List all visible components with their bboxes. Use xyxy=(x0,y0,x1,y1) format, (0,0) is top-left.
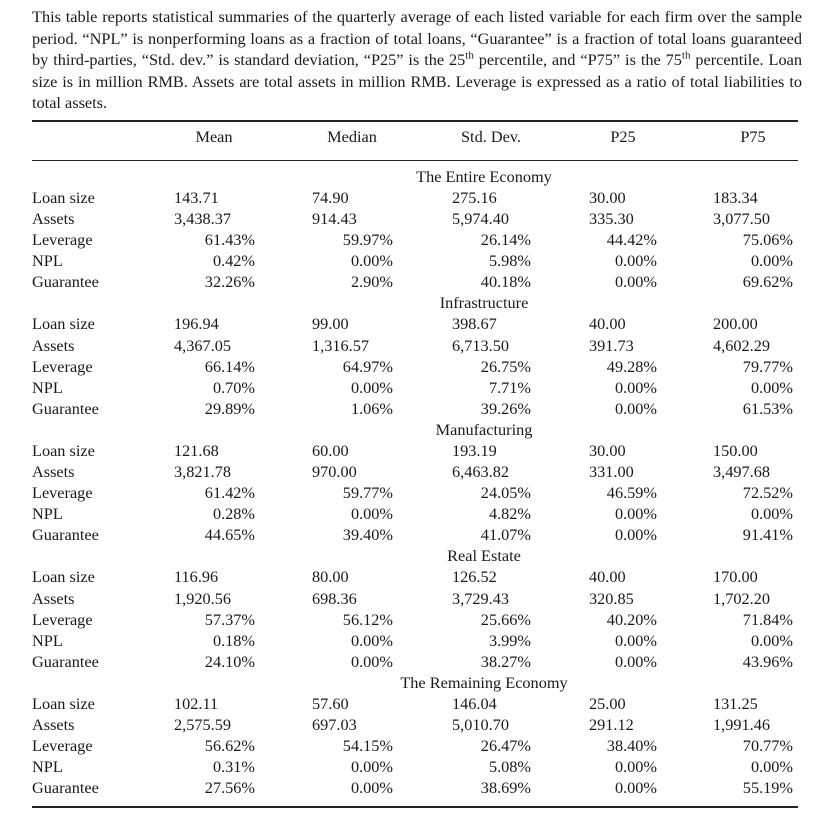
cell-mean: 61.42% xyxy=(204,483,255,503)
row-label: Assets xyxy=(32,588,75,608)
cell-p75: 3,077.50 xyxy=(713,209,770,229)
cell-std-dev: 4.82% xyxy=(488,504,531,524)
row-label: Assets xyxy=(32,209,75,229)
cell-p75: 0.00% xyxy=(750,504,793,524)
cell-median: 54.15% xyxy=(342,736,393,756)
table-row xyxy=(0,694,831,715)
cell-p75: 183.34 xyxy=(713,188,758,207)
cell-p25: 49.28% xyxy=(606,356,657,376)
caption-text-3: percentile. Loan size is in million RMB. Assets are total assets in million RMB. Leverage is expressed as a ratio of total liabilities to total assets. xyxy=(32,50,802,112)
table-row xyxy=(0,778,831,799)
cell-mean: 102.11 xyxy=(174,693,219,713)
section-title-row xyxy=(0,673,831,694)
cell-std-dev: 5,010.70 xyxy=(452,714,509,734)
cell-p25: 291.12 xyxy=(589,714,634,734)
section-title: The Remaining Economy xyxy=(400,672,568,692)
cell-mean: 4,367.05 xyxy=(174,335,231,355)
cell-p75: 79.77% xyxy=(742,356,793,376)
cell-p25: 0.00% xyxy=(614,398,657,418)
cell-mean: 2,575.59 xyxy=(174,714,231,734)
table-row xyxy=(0,715,831,736)
row-label: NPL xyxy=(32,757,63,777)
cell-mean: 57.37% xyxy=(204,609,255,629)
cell-mean: 0.70% xyxy=(212,377,255,397)
cell-std-dev: 41.07% xyxy=(480,525,531,545)
cell-p75: 0.00% xyxy=(750,757,793,777)
cell-p75: 4,602.29 xyxy=(713,335,770,355)
table-row xyxy=(0,230,831,251)
caption-text-1: This table reports statistical summaries of the quarterly average of each listed variable for each firm over the sample period. “NPL” is nonperforming loans as a fraction of total loans, “Guarantee” is a fraction of total loans guaranteed by third-parties, “Std. dev.” is standard deviation, “P25” is the 25 xyxy=(32,7,802,69)
cell-mean: 3,438.37 xyxy=(174,209,231,229)
column-header-median: Median xyxy=(327,127,377,146)
cell-p25: 25.00 xyxy=(589,693,626,713)
table-row xyxy=(0,736,831,757)
row-label: Assets xyxy=(32,714,75,734)
table-row xyxy=(0,567,831,588)
row-label: NPL xyxy=(32,630,63,650)
cell-p25: 391.73 xyxy=(589,335,634,355)
cell-p25: 30.00 xyxy=(589,440,626,460)
cell-median: 2.90% xyxy=(350,272,393,292)
column-header-p25: P25 xyxy=(610,127,636,146)
row-label: Guarantee xyxy=(32,651,99,671)
table-row xyxy=(0,589,831,610)
cell-median: 64.97% xyxy=(342,356,393,376)
cell-median: 39.40% xyxy=(342,525,393,545)
cell-p25: 0.00% xyxy=(614,272,657,292)
cell-std-dev: 126.52 xyxy=(452,567,497,587)
cell-mean: 116.96 xyxy=(174,567,219,587)
cell-std-dev: 193.19 xyxy=(452,440,497,460)
row-label: Guarantee xyxy=(32,778,99,798)
row-label: Leverage xyxy=(32,483,93,503)
cell-std-dev: 6,463.82 xyxy=(452,462,509,482)
table-row xyxy=(0,652,831,673)
cell-p25: 40.20% xyxy=(606,609,657,629)
cell-std-dev: 146.04 xyxy=(452,693,497,713)
cell-std-dev: 26.14% xyxy=(480,230,531,250)
row-label: Loan size xyxy=(32,440,95,460)
cell-p25: 46.59% xyxy=(606,483,657,503)
cell-median: 0.00% xyxy=(350,251,393,271)
cell-p75: 1,702.20 xyxy=(713,588,770,608)
cell-median: 0.00% xyxy=(350,630,393,650)
table-row xyxy=(0,399,831,420)
caption-superscript-2: th xyxy=(681,49,691,62)
table-row xyxy=(0,272,831,293)
table-row xyxy=(0,504,831,525)
row-label: NPL xyxy=(32,504,63,524)
cell-p25: 0.00% xyxy=(614,778,657,798)
cell-p75: 43.96% xyxy=(742,651,793,671)
cell-p25: 0.00% xyxy=(614,630,657,650)
table-row xyxy=(0,209,831,230)
section-title: Manufacturing xyxy=(435,419,533,439)
row-label: Assets xyxy=(32,462,75,482)
cell-p75: 1,991.46 xyxy=(713,714,770,734)
cell-std-dev: 3,729.43 xyxy=(452,588,509,608)
column-header-mean: Mean xyxy=(195,127,233,146)
cell-mean: 121.68 xyxy=(174,440,219,460)
cell-mean: 29.89% xyxy=(204,398,255,418)
column-header-p75: P75 xyxy=(740,127,766,146)
cell-std-dev: 5.98% xyxy=(488,251,531,271)
cell-std-dev: 25.66% xyxy=(480,609,531,629)
cell-mean: 1,920.56 xyxy=(174,588,231,608)
cell-mean: 56.62% xyxy=(204,736,255,756)
table-row xyxy=(0,188,831,209)
cell-p75: 72.52% xyxy=(742,483,793,503)
cell-std-dev: 26.75% xyxy=(480,356,531,376)
cell-median: 970.00 xyxy=(312,462,357,482)
caption-text-2: percentile, and “P75” is the 75 xyxy=(473,50,682,69)
row-label: Loan size xyxy=(32,188,95,207)
cell-p75: 91.41% xyxy=(742,525,793,545)
cell-median: 697.03 xyxy=(312,714,357,734)
table-row xyxy=(0,610,831,631)
cell-p75: 150.00 xyxy=(713,440,758,460)
cell-std-dev: 24.05% xyxy=(480,483,531,503)
cell-median: 99.00 xyxy=(312,314,349,334)
cell-median: 74.90 xyxy=(312,188,349,207)
table-row xyxy=(0,251,831,272)
cell-median: 56.12% xyxy=(342,609,393,629)
cell-p75: 75.06% xyxy=(742,230,793,250)
cell-median: 0.00% xyxy=(350,504,393,524)
cell-p25: 30.00 xyxy=(589,188,626,207)
table-row xyxy=(0,314,831,335)
cell-p75: 200.00 xyxy=(713,314,758,334)
cell-std-dev: 5,974.40 xyxy=(452,209,509,229)
section-title-row xyxy=(0,420,831,441)
table-row xyxy=(0,378,831,399)
cell-p25: 0.00% xyxy=(614,525,657,545)
cell-mean: 0.31% xyxy=(212,757,255,777)
cell-mean: 66.14% xyxy=(204,356,255,376)
cell-std-dev: 38.69% xyxy=(480,778,531,798)
cell-mean: 3,821.78 xyxy=(174,462,231,482)
cell-p25: 44.42% xyxy=(606,230,657,250)
cell-p25: 335.30 xyxy=(589,209,634,229)
cell-median: 698.36 xyxy=(312,588,357,608)
cell-median: 59.97% xyxy=(342,230,393,250)
cell-p75: 71.84% xyxy=(742,609,793,629)
cell-p75: 0.00% xyxy=(750,251,793,271)
row-label: Guarantee xyxy=(32,272,99,292)
section-title: The Entire Economy xyxy=(416,167,552,186)
row-label: Leverage xyxy=(32,230,93,250)
cell-mean: 0.18% xyxy=(212,630,255,650)
cell-p25: 0.00% xyxy=(614,757,657,777)
cell-p25: 40.00 xyxy=(589,567,626,587)
table-bottom-rule xyxy=(32,806,798,808)
table-caption xyxy=(32,6,802,114)
cell-median: 1.06% xyxy=(350,398,393,418)
section-title-row xyxy=(0,293,831,314)
row-label: Loan size xyxy=(32,693,95,713)
caption-superscript-1: th xyxy=(465,49,474,62)
cell-p25: 0.00% xyxy=(614,651,657,671)
cell-median: 0.00% xyxy=(350,377,393,397)
table-row xyxy=(0,631,831,652)
row-label: NPL xyxy=(32,377,63,397)
table-top-rule xyxy=(32,120,798,122)
cell-std-dev: 39.26% xyxy=(480,398,531,418)
cell-p25: 331.00 xyxy=(589,462,634,482)
table-row xyxy=(0,525,831,546)
cell-std-dev: 275.16 xyxy=(452,188,497,207)
cell-p25: 0.00% xyxy=(614,504,657,524)
section-title-row xyxy=(0,546,831,567)
table-row xyxy=(0,757,831,778)
cell-median: 914.43 xyxy=(312,209,357,229)
table-row xyxy=(0,357,831,378)
table-header-rule xyxy=(32,160,798,161)
cell-median: 0.00% xyxy=(350,778,393,798)
row-label: Guarantee xyxy=(32,525,99,545)
cell-p75: 3,497.68 xyxy=(713,462,770,482)
row-label: Loan size xyxy=(32,314,95,334)
column-header-std-dev: Std. Dev. xyxy=(461,127,521,146)
cell-p75: 170.00 xyxy=(713,567,758,587)
cell-median: 0.00% xyxy=(350,757,393,777)
cell-std-dev: 5.08% xyxy=(488,757,531,777)
table-header xyxy=(0,127,831,151)
cell-p75: 69.62% xyxy=(742,272,793,292)
cell-median: 1,316.57 xyxy=(312,335,369,355)
cell-mean: 0.42% xyxy=(212,251,255,271)
cell-p75: 0.00% xyxy=(750,377,793,397)
cell-mean: 44.65% xyxy=(204,525,255,545)
cell-std-dev: 7.71% xyxy=(488,377,531,397)
cell-std-dev: 38.27% xyxy=(480,651,531,671)
cell-median: 59.77% xyxy=(342,483,393,503)
table-body xyxy=(0,167,831,799)
cell-p25: 38.40% xyxy=(606,736,657,756)
cell-p25: 0.00% xyxy=(614,377,657,397)
cell-p75: 70.77% xyxy=(742,736,793,756)
cell-median: 57.60 xyxy=(312,693,349,713)
row-label: Leverage xyxy=(32,609,93,629)
cell-p75: 0.00% xyxy=(750,630,793,650)
cell-std-dev: 6,713.50 xyxy=(452,335,509,355)
cell-mean: 196.94 xyxy=(174,314,219,334)
cell-median: 60.00 xyxy=(312,440,349,460)
table-row xyxy=(0,336,831,357)
cell-mean: 61.43% xyxy=(204,230,255,250)
cell-p25: 320.85 xyxy=(589,588,634,608)
cell-p75: 61.53% xyxy=(742,398,793,418)
row-label: Loan size xyxy=(32,567,95,587)
section-title-row xyxy=(0,167,831,188)
cell-mean: 32.26% xyxy=(204,272,255,292)
cell-p75: 55.19% xyxy=(742,778,793,798)
row-label: NPL xyxy=(32,251,63,271)
row-label: Guarantee xyxy=(32,398,99,418)
table-row xyxy=(0,483,831,504)
cell-mean: 27.56% xyxy=(204,778,255,798)
row-label: Assets xyxy=(32,335,75,355)
section-title: Real Estate xyxy=(447,546,521,566)
table-row xyxy=(0,462,831,483)
section-title: Infrastructure xyxy=(439,293,529,313)
cell-p25: 0.00% xyxy=(614,251,657,271)
table-row xyxy=(0,441,831,462)
cell-p25: 40.00 xyxy=(589,314,626,334)
cell-mean: 0.28% xyxy=(212,504,255,524)
cell-mean: 143.71 xyxy=(174,188,219,207)
cell-std-dev: 26.47% xyxy=(480,736,531,756)
cell-median: 0.00% xyxy=(350,651,393,671)
cell-median: 80.00 xyxy=(312,567,349,587)
cell-mean: 24.10% xyxy=(204,651,255,671)
row-label: Leverage xyxy=(32,736,93,756)
row-label: Leverage xyxy=(32,356,93,376)
cell-p75: 131.25 xyxy=(713,693,758,713)
cell-std-dev: 40.18% xyxy=(480,272,531,292)
cell-std-dev: 3.99% xyxy=(488,630,531,650)
cell-std-dev: 398.67 xyxy=(452,314,497,334)
